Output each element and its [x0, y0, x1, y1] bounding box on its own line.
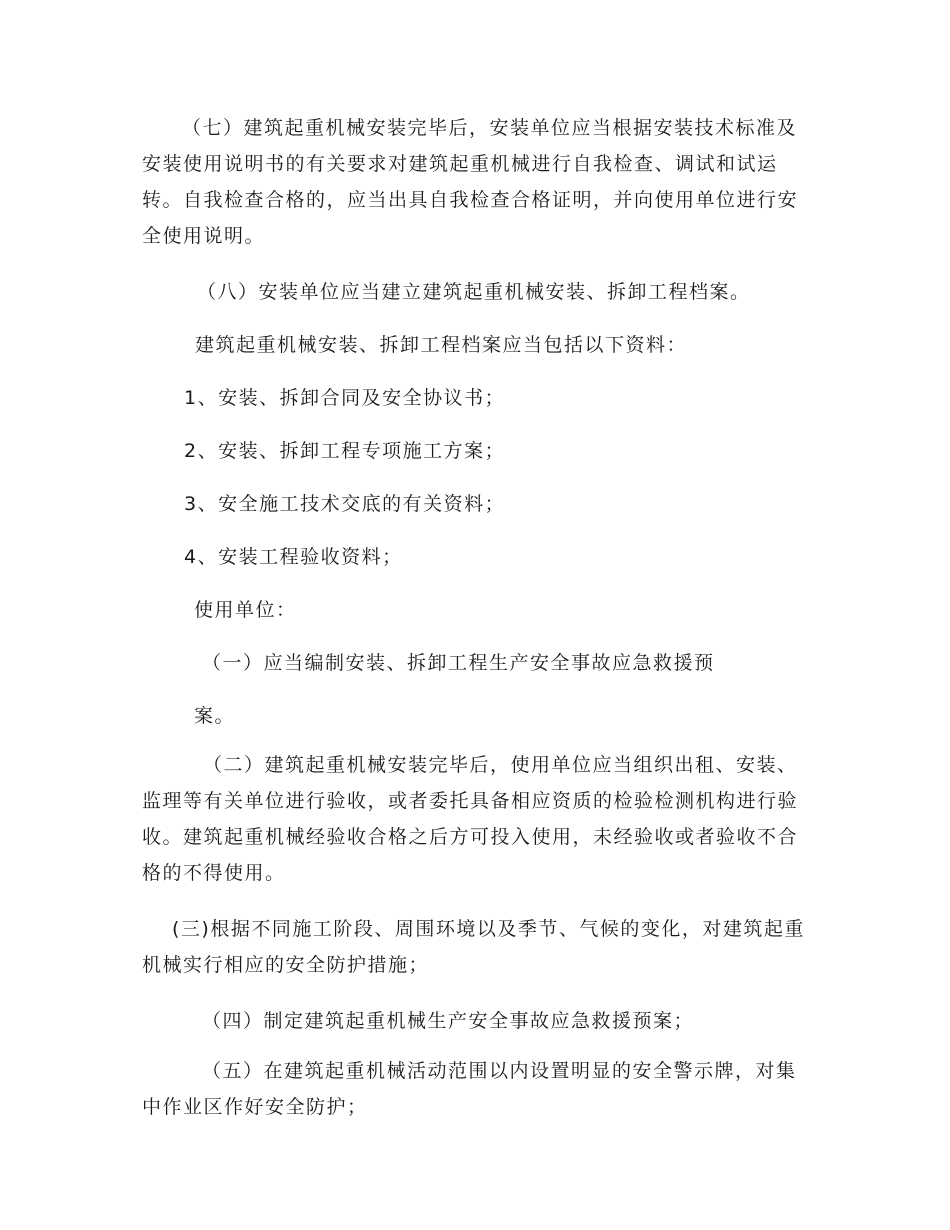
paragraph-one-emergency-plan: （一）应当编制安装、拆卸工程生产安全事故应急救援预 [202, 652, 715, 674]
paragraph-seven-installation-self-check: （七）建筑起重机械安装完毕后，安装单位应当根据安装技术标准及安装使用说明书的有关要求对建筑起重机械进行自我检查、调试和试运转。自我检查合格的，应当出具自我检查合格证明，并向使用单位进行安全使用说明。 [142, 117, 799, 247]
paragraph-archive-contents: 建筑起重机械安装、拆卸工程档案应当包括以下资料： [195, 334, 688, 356]
section-heading-user-unit: 使用单位： [194, 599, 297, 621]
paragraph-three-protection-measures: (三)根据不同施工阶段、周围环境以及季节、气候的变化，对建筑起重机械实行相应的安全防护措施； [142, 918, 805, 976]
list-item-3: 3、安全施工技术交底的有关资料； [184, 493, 506, 515]
list-item-2: 2、安装、拆卸工程专项施工方案； [184, 440, 506, 462]
paragraph-one-continuation: 案。 [194, 705, 236, 727]
paragraph-four-emergency-plan: （四）制定建筑起重机械生产安全事故应急救援预案； [202, 1010, 695, 1032]
paragraph-five-warning-signs: （五）在建筑起重机械活动范围以内设置明显的安全警示牌，对集中作业区作好安全防护； [142, 1060, 797, 1118]
paragraph-eight-archive: （八）安装单位应当建立建筑起重机械安装、拆卸工程档案。 [197, 281, 751, 303]
list-item-4: 4、安装工程验收资料； [184, 546, 403, 568]
list-item-1: 1、安装、拆卸合同及安全协议书； [184, 387, 506, 409]
paragraph-two-acceptance: （二）建筑起重机械安装完毕后，使用单位应当组织出租、安装、监理等有关单位进行验收，或者委托具备相应资质的检验检测机构进行验收。建筑起重机械经验收合格之后方可投入使用，未经验收或者验收不合格的不得使用。 [142, 754, 799, 884]
